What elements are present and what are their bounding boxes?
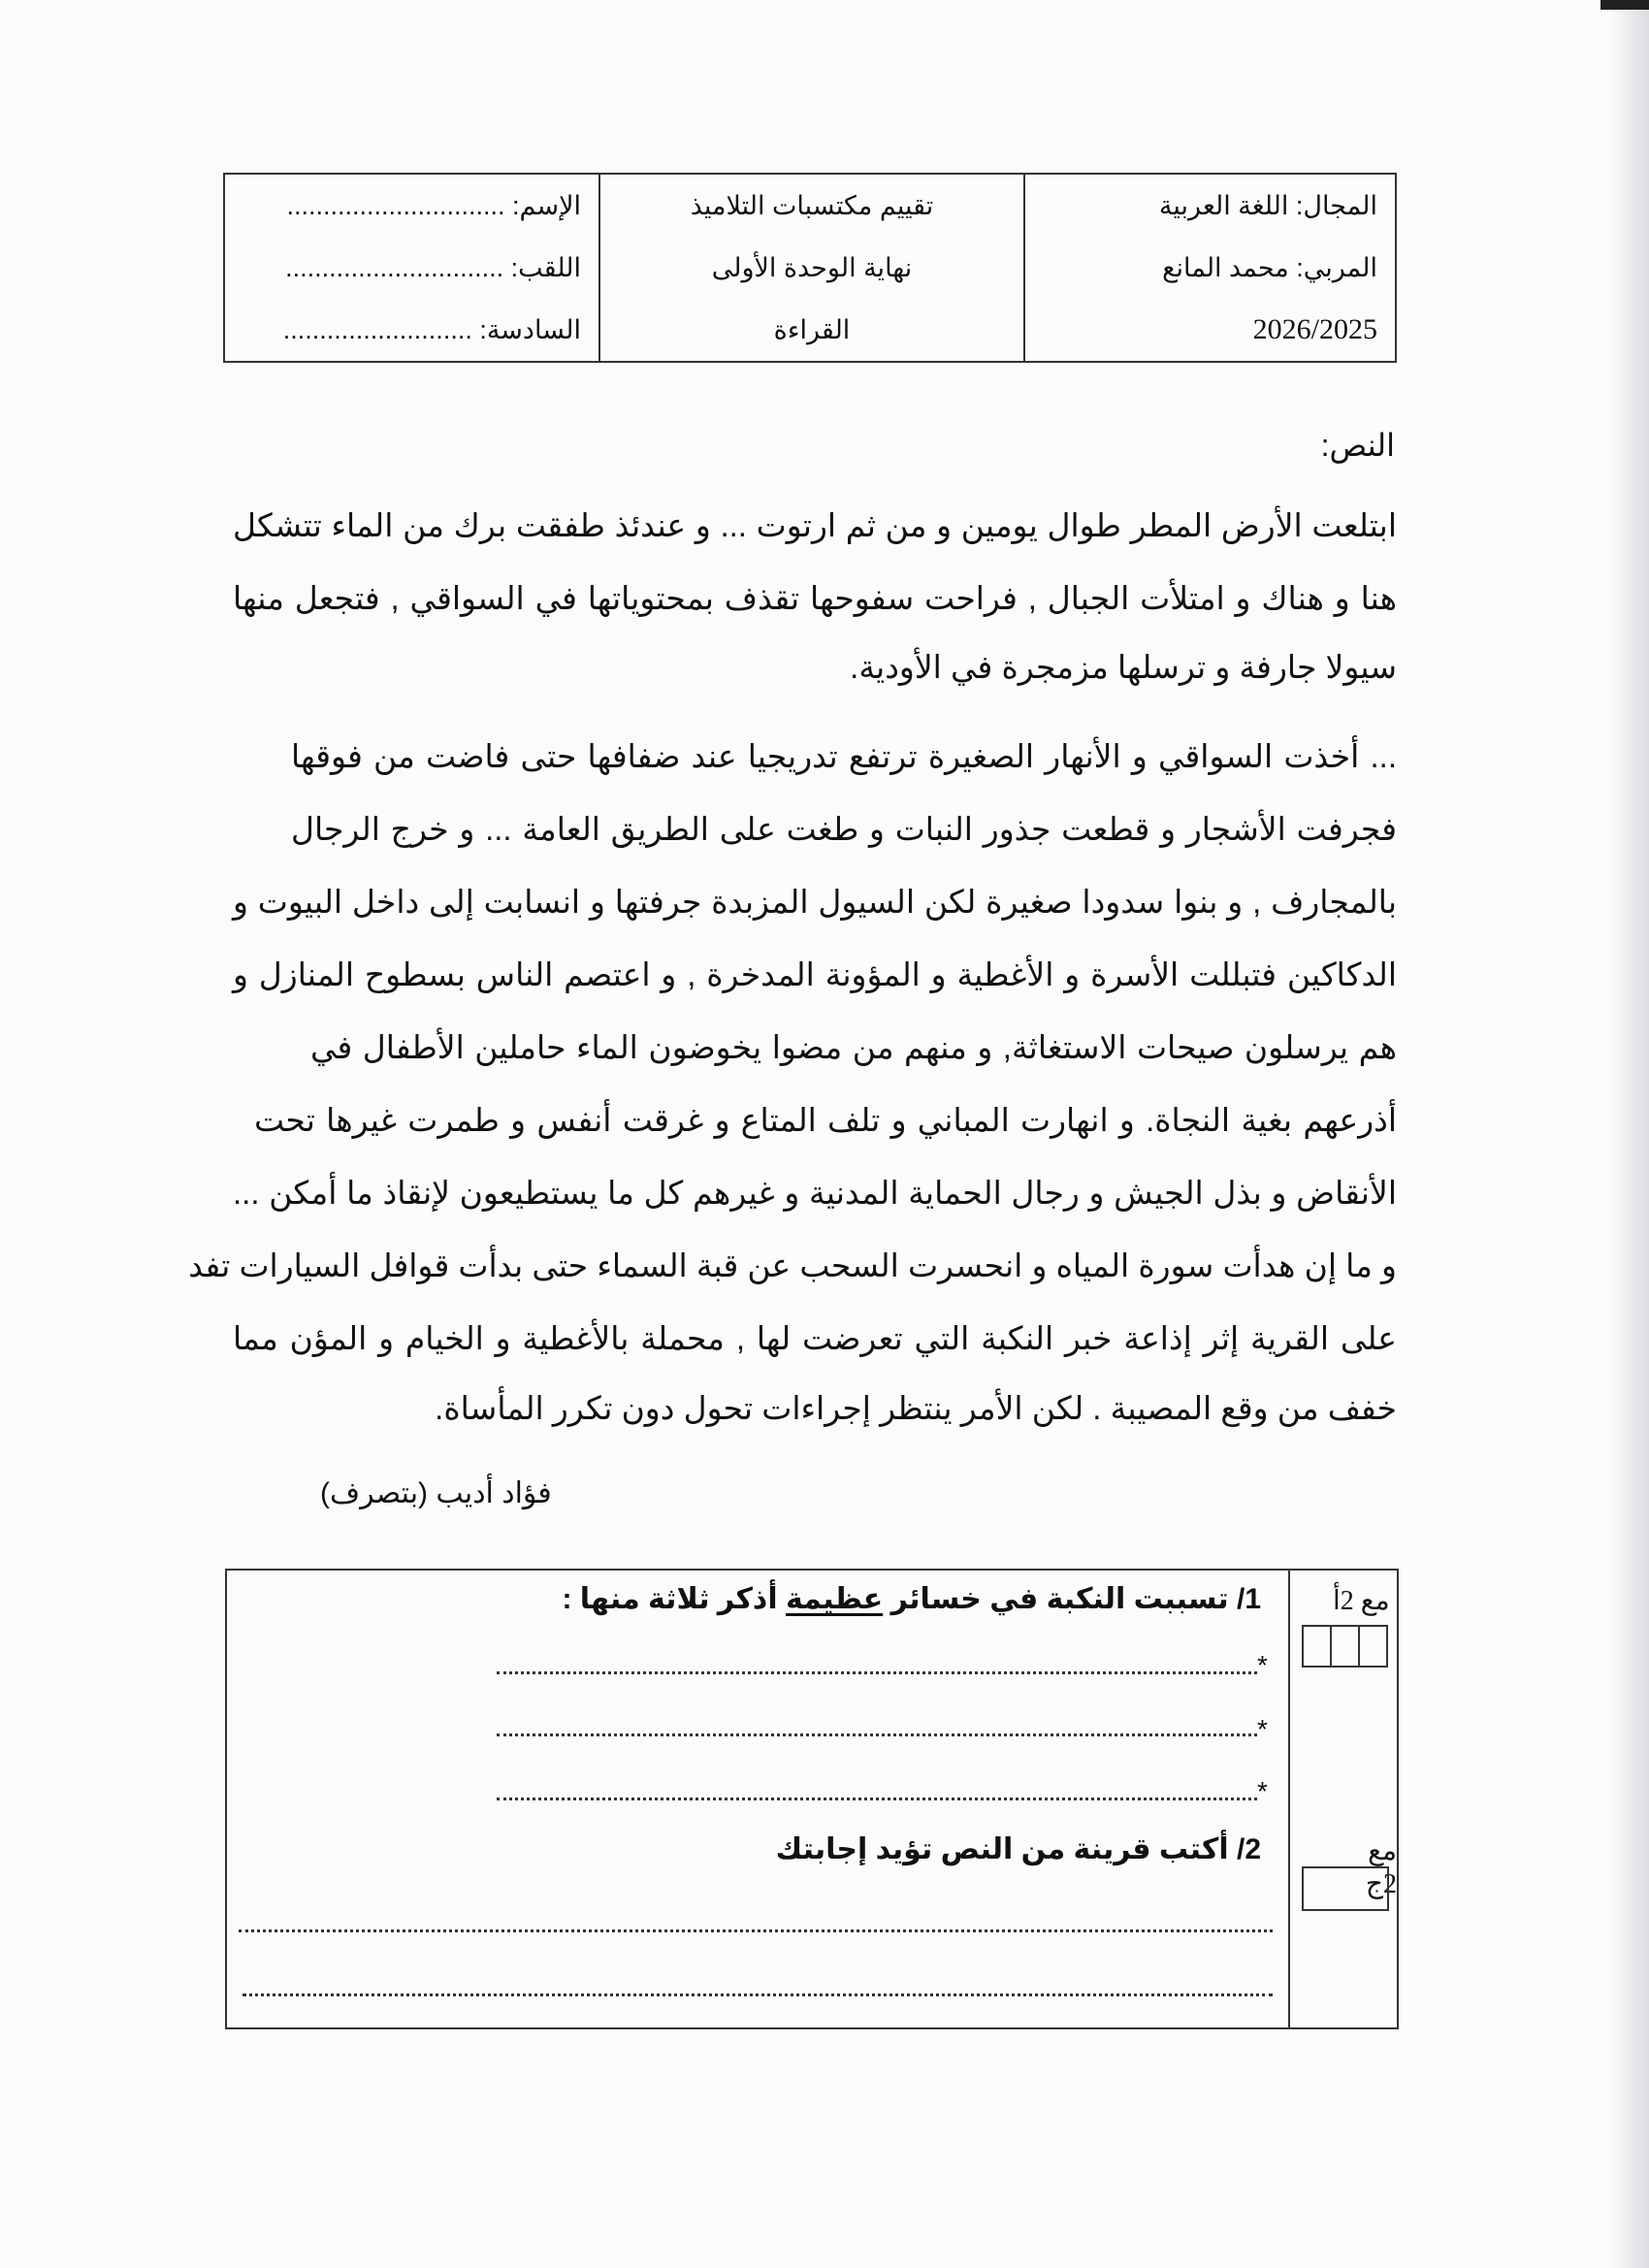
passage-line: على القرية إثر إذاعة خبر النكبة التي تعرضت لها , محملة بالأغطية و الخيام و المؤن مما xyxy=(233,1320,1397,1356)
answer-line-4[interactable] xyxy=(239,1929,1273,1932)
scan-corner-mark xyxy=(1600,0,1649,10)
header-title-cell xyxy=(599,174,1024,362)
passage-line: أذرعهم بغية النجاة. و انهارت المباني و تلف المتاع و غرقت أنفس و طمرت غيرها تحت xyxy=(254,1102,1397,1138)
student-info-cell xyxy=(224,174,599,362)
answer-line-2[interactable] xyxy=(497,1733,1257,1736)
name-field[interactable]: الإسم: .............................. xyxy=(286,191,581,220)
q2-criterion-label: مع 2ج xyxy=(1365,1836,1397,1899)
assessment-title: تقييم مكتسبات التلاميذ xyxy=(690,191,934,220)
passage-line: الأنقاض و بذل الجيش و رجال الحماية المدنية و غيرهم كل ما يستطيعون لإنقاذ ما أمكن ... xyxy=(233,1175,1397,1211)
domain-label: المجال: اللغة العربية xyxy=(1158,191,1377,220)
bullet-star: * xyxy=(1257,1650,1268,1680)
bullet-star: * xyxy=(1257,1714,1268,1744)
answer-line-5[interactable] xyxy=(242,1993,1273,1996)
q1-criterion-label: مع 2أ xyxy=(1333,1586,1390,1616)
header-info-cell xyxy=(1024,174,1396,362)
questions-box xyxy=(225,1569,1399,2029)
answer-line-1[interactable] xyxy=(497,1671,1257,1674)
q1-score-cells[interactable] xyxy=(1302,1625,1388,1668)
unit-label: نهاية الوحدة الأولى xyxy=(711,253,913,282)
underlined-word: عظيمة xyxy=(785,1583,884,1615)
passage-line: الدكاكين فتبللت الأسرة و الأغطية و المؤونة المدخرة , و اعتصم الناس بسطوح المنازل و xyxy=(233,956,1397,992)
class-field[interactable]: السادسة: .......................... xyxy=(282,315,581,344)
passage-line: سيولا جارفة و ترسلها مزمجرة في الأودية. xyxy=(850,649,1397,685)
author-attribution: فؤاد أديب (بتصرف) xyxy=(320,1477,552,1509)
passage-line: بالمجارف , و بنوا سدودا صغيرة لكن السيول المزبدة جرفتها و انسابت إلى داخل البيوت و xyxy=(233,884,1397,920)
question-1: 1/ تسببت النكبة في خسائر عظيمة أذكر ثلاثة منها : xyxy=(562,1583,1261,1615)
q2-score-cell[interactable] xyxy=(1302,1866,1389,1911)
answer-line-3[interactable] xyxy=(497,1798,1257,1800)
passage-line: و ما إن هدأت سورة المياه و انحسرت السحب عن قبة السماء حتى بدأت قوافل السيارات تفد xyxy=(188,1247,1397,1283)
passage-line: خفف من وقع المصيبة . لكن الأمر ينتظر إجراءات تحول دون تكرر المأساة. xyxy=(435,1390,1397,1426)
text-heading: النص: xyxy=(1320,428,1395,463)
subject-label: القراءة xyxy=(773,315,851,344)
header-table xyxy=(223,173,1397,363)
school-year: 2026/2025 xyxy=(1252,313,1377,345)
teacher-label: المربي: محمد المانع xyxy=(1162,253,1377,282)
question-2: 2/ أكتب قرينة من النص تؤيد إجابتك xyxy=(775,1833,1261,1865)
passage-line: هنا و هناك و امتلأت الجبال , فراحت سفوحها تقذف بمحتوياتها في السواقي , فتجعل منها xyxy=(233,580,1397,616)
score-column-divider xyxy=(1288,1571,1290,2027)
passage-line: فجرفت الأشجار و قطعت جذور النبات و طغت على الطريق العامة ... و خرج الرجال xyxy=(291,811,1397,847)
passage-line: ابتلعت الأرض المطر طوال يومين و من ثم ارتوت ... و عندئذ طفقت برك من الماء تتشكل xyxy=(233,507,1397,543)
passage-line: ... أخذت السواقي و الأنهار الصغيرة ترتفع تدريجيا عند ضفافها حتى فاضت من فوقها xyxy=(291,738,1397,774)
passage-line: هم يرسلون صيحات الاستغاثة, و منهم من مضوا يخوضون الماء حاملين الأطفال في xyxy=(310,1029,1397,1065)
bullet-star: * xyxy=(1257,1776,1268,1806)
surname-field[interactable]: اللقب: .............................. xyxy=(285,253,581,282)
scan-edge-shadow xyxy=(1610,0,1649,2268)
